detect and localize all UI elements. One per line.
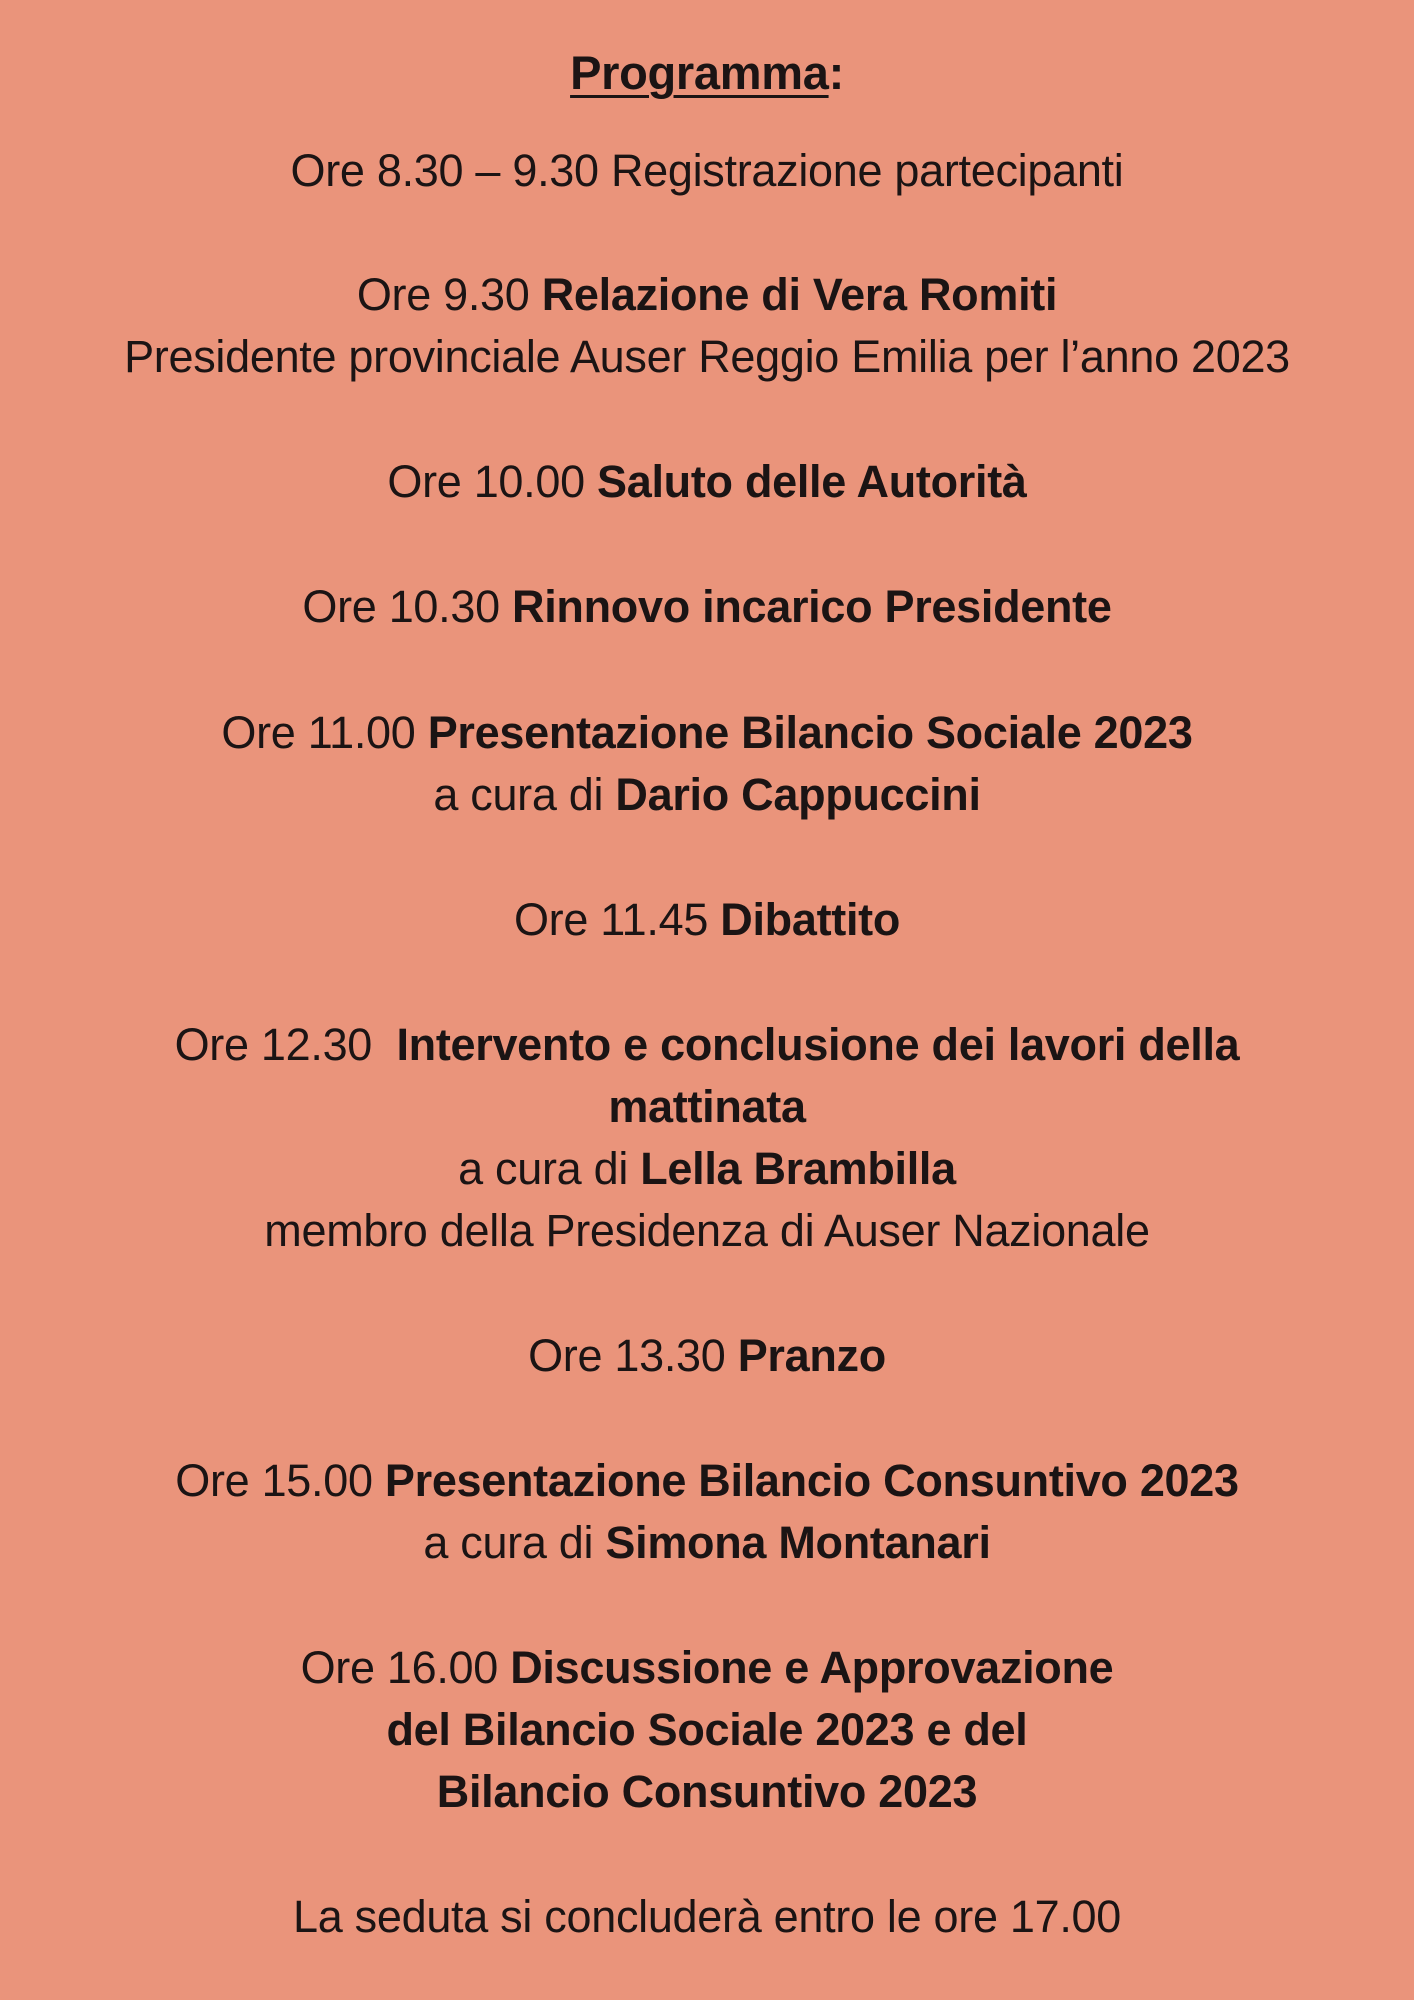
item-title: Presentazione Bilancio Sociale 2023: [427, 707, 1193, 758]
registration-time: Ore 8.30 – 9.30: [290, 145, 599, 196]
by-prefix: a cura di: [433, 769, 604, 820]
item-time: Ore 10.30: [302, 581, 500, 632]
item-time: Ore 11.45: [513, 894, 709, 945]
by-name: Dario Cappuccini: [615, 769, 981, 820]
item-time: Ore 9.30: [356, 269, 530, 320]
registration-line: [0, 140, 1414, 202]
item-title-line2: mattinata: [608, 1081, 806, 1132]
item-time: Ore 15.00: [175, 1455, 373, 1506]
registration-label: Registrazione partecipanti: [610, 145, 1124, 196]
closing-text: La seduta si concluderà entro le ore 17.00: [293, 1891, 1121, 1942]
title-colon: :: [828, 46, 844, 99]
closing-note: [0, 1886, 1414, 1948]
item-title: Dibattito: [720, 894, 901, 945]
item-intervento: [0, 1014, 1414, 1076]
item-intervento-line2: [0, 1076, 1414, 1138]
item-time: Ore 16.00: [300, 1642, 499, 1693]
item-title: Saluto delle Autorità: [597, 456, 1027, 507]
by-prefix: a cura di: [458, 1143, 629, 1194]
item-title: Presentazione Bilancio Consuntivo 2023: [384, 1455, 1239, 1506]
page-title: [0, 42, 1414, 104]
item-intervento-role: [0, 1200, 1414, 1262]
item-time: Ore 10.00: [387, 456, 585, 507]
item-discussione-line3: [0, 1761, 1414, 1823]
item-bilancio-consuntivo: [0, 1450, 1414, 1512]
item-discussione: [0, 1637, 1414, 1699]
by-prefix: a cura di: [423, 1517, 594, 1568]
by-name: Lella Brambilla: [640, 1143, 956, 1194]
item-title-line2: del Bilancio Sociale 2023 e del: [386, 1704, 1028, 1755]
role-text: membro della Presidenza di Auser Nazionale: [264, 1205, 1150, 1256]
item-title-line1: Intervento e conclusione dei lavori della: [396, 1019, 1240, 1070]
item-pranzo: [0, 1325, 1414, 1387]
item-subtitle: Presidente provinciale Auser Reggio Emilia per l’anno 2023: [124, 331, 1290, 382]
by-name: Simona Montanari: [605, 1517, 991, 1568]
item-time: Ore 12.30: [174, 1019, 373, 1070]
item-title: Pranzo: [737, 1330, 886, 1381]
item-time: Ore 13.30: [528, 1330, 726, 1381]
item-bilancio-consuntivo-by: [0, 1512, 1414, 1574]
item-saluto: [0, 451, 1414, 513]
item-title-line3: Bilancio Consuntivo 2023: [436, 1766, 978, 1817]
item-bilancio-sociale-by: [0, 764, 1414, 826]
item-title: Rinnovo incarico Presidente: [512, 581, 1112, 632]
item-intervento-by: [0, 1138, 1414, 1200]
item-relazione: [0, 264, 1414, 326]
item-rinnovo: [0, 576, 1414, 638]
item-discussione-line2: [0, 1699, 1414, 1761]
item-relazione-subtitle: [0, 326, 1414, 388]
item-title-line1: Discussione e Approvazione: [510, 1642, 1114, 1693]
item-dibattito: [0, 889, 1414, 951]
item-title: Relazione di Vera Romiti: [541, 269, 1058, 320]
title-text: Programma: [570, 46, 829, 99]
item-time: Ore 11.00: [221, 707, 416, 758]
item-bilancio-sociale: [0, 702, 1414, 764]
